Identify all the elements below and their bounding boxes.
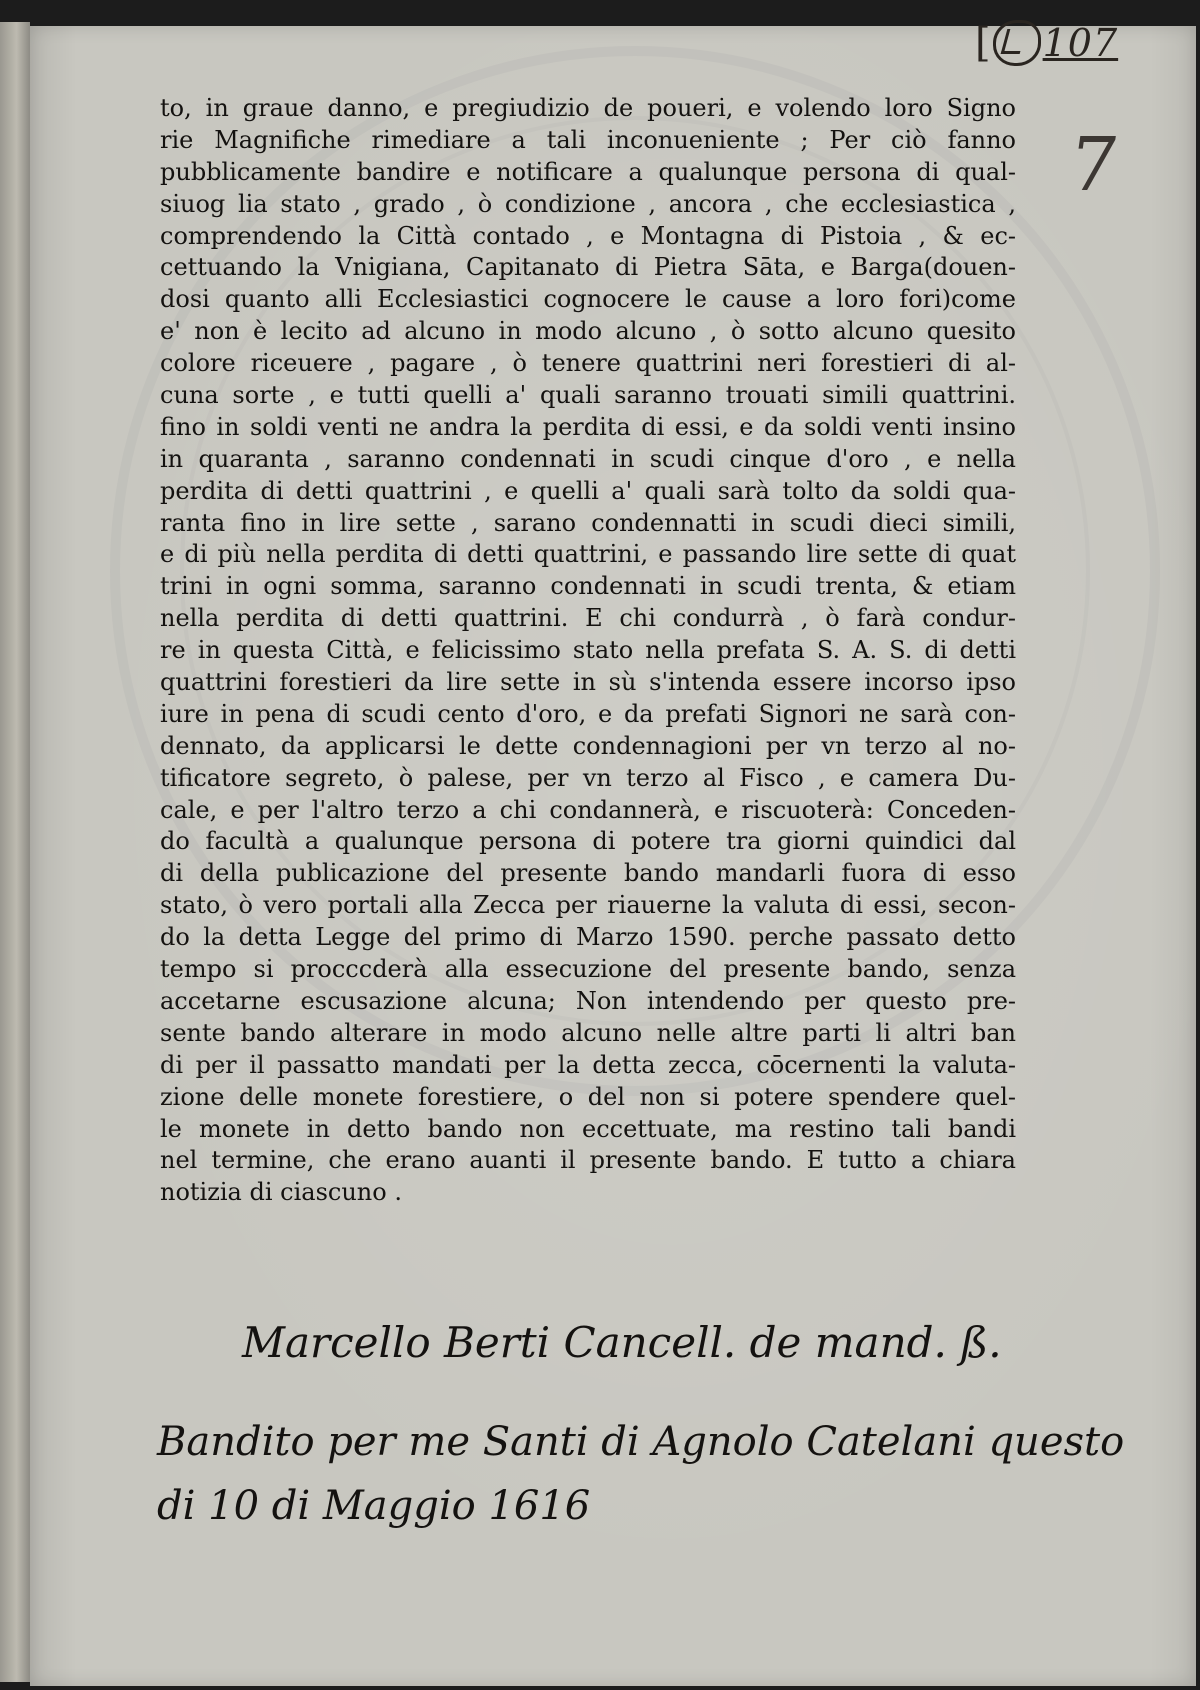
text-line: cuna sorte , e tutti quelli a' quali saranno trouati simili quattrini.	[160, 381, 1016, 410]
margin-handwritten-mark: 7	[1063, 122, 1124, 208]
text-line: trini in ogni somma, saranno condennati in scudi trenta, & etiam	[160, 572, 1016, 601]
text-line: comprendendo la Città contado , e Montagna di Pistoia , & ec-	[160, 221, 1016, 250]
text-line: re in questa Città, e felicissimo stato nella prefata S. A. S. di detti	[160, 636, 1016, 665]
folio-annotation	[975, 18, 1118, 68]
text-line: di per il passatto mandati per la detta zecca, cōcernenti la valuta-	[160, 1050, 1016, 1079]
text-line: accetarne escusazione alcuna; Non intendendo per questo pre-	[160, 986, 1016, 1015]
text-line: fino in soldi venti ne andra la perdita di essi, e da soldi venti insino	[160, 412, 1016, 441]
text-line: siuog lia stato , grado , ò condizione , ancora , che ecclesiastica ,	[160, 189, 1016, 218]
text-line: cettuando la Vnigiana, Capitanato di Pietra Sāta, e Barga(douen-	[160, 253, 1016, 282]
text-line: to, in graue danno, e pregiudizio de poueri, e volendo loro Signo	[160, 94, 1016, 122]
text-line: notizia di ciascuno .	[160, 1178, 402, 1207]
text-line: iure in pena di scudi cento d'oro, e da prefati Signori ne sarà con-	[160, 699, 1016, 728]
chancellor-signature: Marcello Berti Cancell. de mand. ß.	[242, 1318, 1002, 1367]
text-line: nel termine, che erano auanti il presente bando. E tutto a chiara	[160, 1146, 1016, 1175]
text-line: perdita di detti quattrini , e quelli a' quali sarà tolto da soldi qua-	[160, 476, 1016, 505]
text-line: do la detta Legge del primo di Marzo 1590. perche passato detto	[160, 923, 1016, 952]
text-line: tificatore segreto, ò palese, per vn terzo al Fisco , e camera Du-	[160, 763, 1016, 792]
text-line: quattrini forestieri da lire sette in sù s'intenda essere incorso ipso	[160, 668, 1016, 697]
text-line: dennato, da applicarsi le dette condennagioni per vn terzo al no-	[160, 731, 1016, 760]
folio-seal-mark	[993, 20, 1041, 66]
previous-leaf-edge	[0, 22, 30, 1682]
text-line: pubblicamente bandire e notificare a qualunque persona di qual-	[160, 157, 1016, 186]
text-line: di della publicazione del presente bando mandarli fuora di esso	[160, 859, 1016, 888]
folio-bracket: [	[975, 20, 991, 66]
text-line: in quaranta , saranno condennati in scudi cinque d'oro , e nella	[160, 444, 1016, 473]
text-line: sente bando alterare in modo alcuno nelle altre parti li altri ban	[160, 1018, 1016, 1047]
text-line: nella perdita di detti quattrini. E chi condurrà , ò farà condur-	[160, 604, 1016, 633]
text-line: dosi quanto alli Ecclesiastici cognocere le cause a loro fori)come	[160, 285, 1016, 314]
publication-line-1: Bandito per me Santi di Agnolo Catelani questo	[157, 1419, 1125, 1465]
text-line: cale, e per l'altro terzo a chi condannerà, e riscuoterà: Conceden-	[160, 795, 1016, 824]
text-line: tempo si procccderà alla essecuzione del presente bando, senza	[160, 955, 1016, 984]
text-line: rie Magnifiche rimediare a tali inconueniente ; Per ciò fanno	[160, 125, 1016, 154]
text-line: colore riceuere , pagare , ò tenere quattrini neri forestieri di al-	[160, 349, 1016, 378]
proclamation-body	[160, 93, 1016, 1209]
text-line: e di più nella perdita di detti quattrini, e passando lire sette di quat	[160, 540, 1016, 569]
text-line: do facultà a qualunque persona di potere tra giorni quindici dal	[160, 827, 1016, 856]
text-line: le monete in detto bando non eccettuate, ma restino tali bandi	[160, 1114, 1016, 1143]
text-line: stato, ò vero portali alla Zecca per riauerne la valuta di essi, secon-	[160, 891, 1016, 920]
text-line: ranta fino in lire sette , sarano condennatti in scudi dieci simili,	[160, 508, 1016, 537]
publication-line-2: di 10 di Maggio 1616	[157, 1483, 591, 1529]
text-line: e' non è lecito ad alcuno in modo alcuno , ò sotto alcuno quesito	[160, 317, 1016, 346]
publication-note	[157, 1410, 1125, 1538]
text-line: zione delle monete forestiere, o del non si potere spendere quel-	[160, 1082, 1016, 1111]
folio-number: 107	[1042, 21, 1119, 65]
